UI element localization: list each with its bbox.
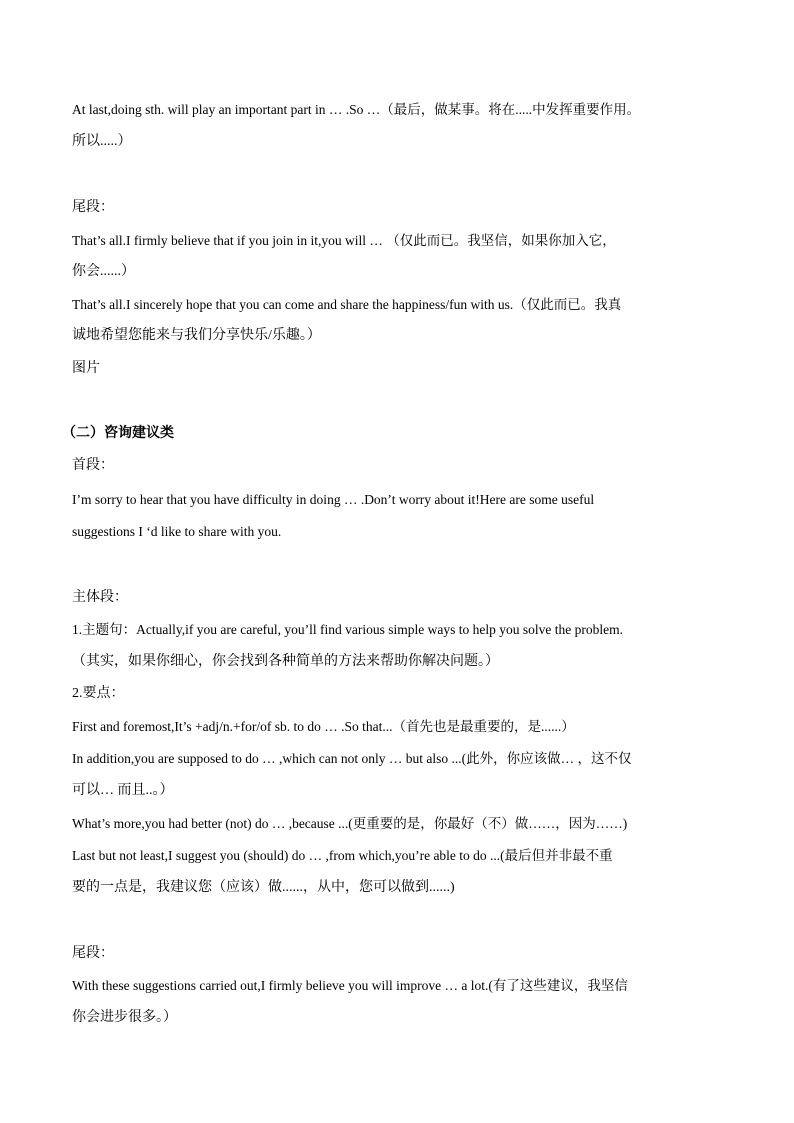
paragraph-line: At last,doing sth. will play an important part in … .So …（最后，做某事。将在.....中发挥重要作用。 — [72, 102, 641, 117]
paragraph-line: What’s more,you had better (not) do … ,because ...(更重要的是，你最好（不）做……，因为……) — [72, 816, 628, 831]
paragraph-line: suggestions I ‘d like to share with you. — [72, 524, 282, 539]
paragraph-line: 诚地希望您能来与我们分享快乐/乐趣。） — [72, 328, 321, 343]
paragraph-line: In addition,you are supposed to do … ,which can not only … but also ...(此外，你应该做… ，这不仅 — [72, 751, 632, 766]
paragraph-line: That’s all.I sincerely hope that you can come and share the happiness/fun with us.（仅此而已。我真 — [72, 297, 622, 312]
paragraph-line: That’s all.I firmly believe that if you join in it,you will … （仅此而已。我坚信，如果你加入它， — [72, 233, 616, 248]
paragraph-line: 你会......） — [72, 264, 135, 279]
paragraph-line: First and foremost,It’s +adj/n.+for/of sb. to do … .So that...（首先也是最重要的，是......） — [72, 719, 575, 734]
paragraph-line: 你会进步很多。） — [72, 1010, 177, 1025]
section-heading: （二）咨询建议类 — [62, 426, 174, 441]
paragraph-line: 2.要点： — [72, 686, 125, 701]
paragraph-line: 所以.....） — [72, 134, 132, 149]
section-label: 尾段： — [72, 946, 114, 961]
section-label: 主体段： — [72, 590, 128, 605]
section-label: 首段： — [72, 458, 114, 473]
paragraph-line: With these suggestions carried out,I firmly believe you will improve … a lot.(有了这些建议，我坚信 — [72, 978, 628, 993]
section-label: 尾段： — [72, 200, 114, 215]
paragraph-line: （其实，如果你细心，你会找到各种简单的方法来帮助你解决问题。） — [72, 654, 499, 669]
paragraph-line: 要的一点是，我建议您（应该）做......，从中，您可以做到......) — [72, 880, 455, 895]
paragraph-line: Last but not least,I suggest you (should) do … ,from which,you’re able to do ...(最后但并非最不重 — [72, 848, 613, 863]
paragraph-line: 图片 — [72, 361, 100, 376]
paragraph-line: 可以… 而且..。） — [72, 783, 174, 798]
paragraph-line: I’m sorry to hear that you have difficulty in doing … .Don’t worry about it!Here are some useful — [72, 492, 595, 507]
paragraph-line: 1.主题句：Actually,if you are careful, you’ll find various simple ways to help you solve the problem. — [72, 622, 624, 637]
